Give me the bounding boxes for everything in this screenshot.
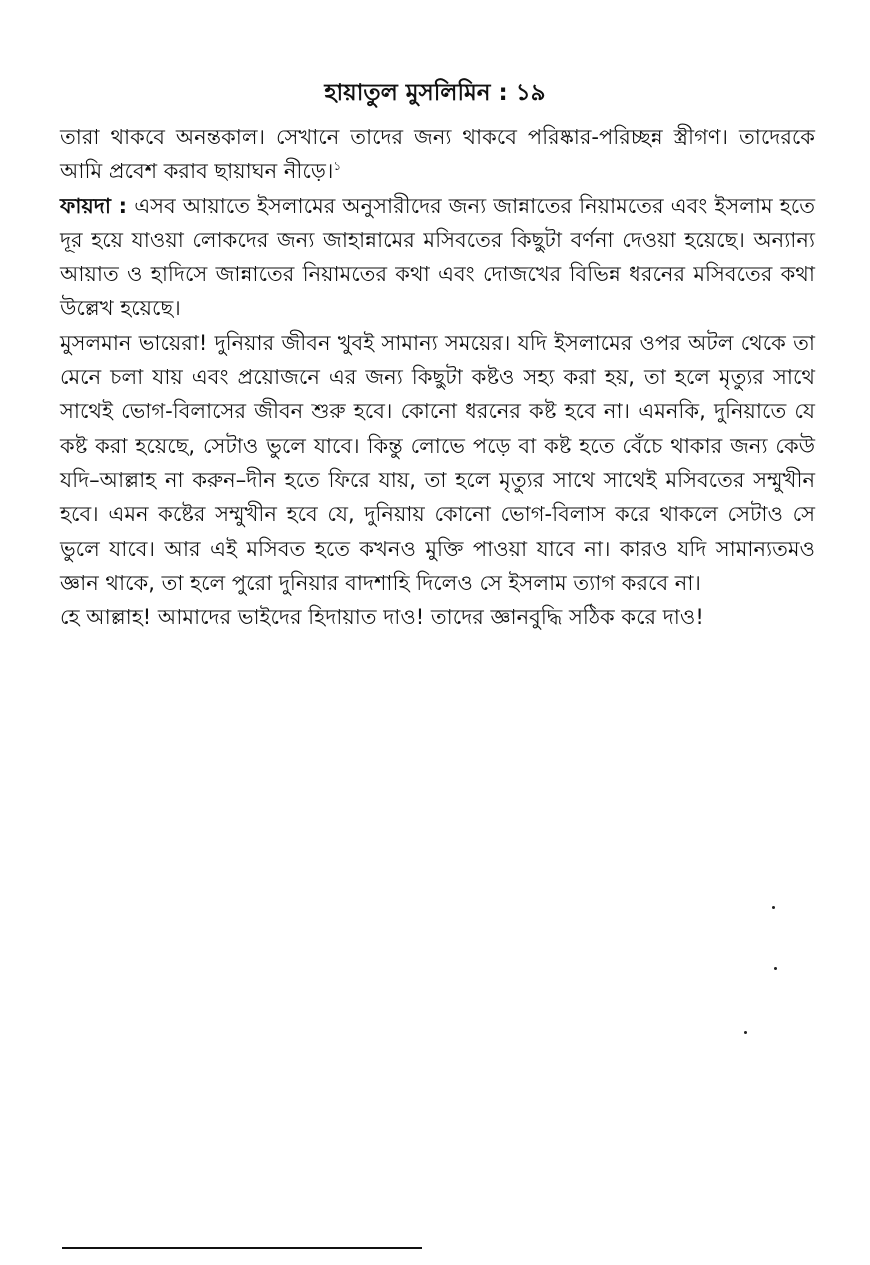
speck-mark <box>744 1031 747 1034</box>
speck-mark <box>772 906 775 909</box>
speck-mark <box>774 967 777 970</box>
paragraph-4: হে আল্লাহ! আমাদের ভাইদের হিদায়াত দাও! তাদের জ্ঞানবুদ্ধি সঠিক করে দাও! <box>60 605 704 630</box>
footnote-divider <box>62 1247 422 1249</box>
paragraph-2 <box>60 189 815 326</box>
paragraph-1-text: তারা থাকবে অনন্তকাল। সেখানে তাদের জন্য থাকবে পরিষ্কার-পরিচ্ছন্ন স্ত্রীগণ। তাদেরকে আমি প্রবেশ করাব ছায়াঘন নীড়ে। <box>60 125 815 184</box>
running-header: হায়াতুল মুসলিমিন : ১৯ <box>324 80 546 106</box>
paragraph-3: মুসলমান ভায়েরা! দুনিয়ার জীবন খুবই সামান্য সময়ের। যদি ইসলামের ওপর অটল থেকে তা মেনে চলা যায় এবং প্রয়োজনে এর জন্য কিছুটা কষ্টও সহ্য করা হয়, তা হলে মৃত্যুর সাথে সাথেই ভোগ-বিলাসের জীবন শুরু হবে। কোনো ধরনের কষ্ট হবে না। এমনকি, দুনিয়াতে যে কষ্ট করা হয়েছে, সেটাও ভুলে যাবে। কিন্তু লোভে পড়ে বা কষ্ট হতে বেঁচে থাকার জন্য কেউ যদি–আল্লাহ না করুন–দীন হতে ফিরে যায়, তা হলে মৃত্যুর সাথে সাথেই মসিবতের সম্মুখীন হবে। এমন কষ্টের সম্মুখীন হবে যে, দুনিয়ায় কোনো ভোগ-বিলাস করে থাকলে সেটাও সে ভুলে যাবে। আর এই মসিবত হতে কখনও মুক্তি পাওয়া যাবে না। কারও যদি সামান্যতমও জ্ঞান থাকে, তা হলে পুরো দুনিয়ার বাদশাহি দিলেও সে ইসলাম ত্যাগ করবে না। <box>60 330 815 595</box>
paragraph-2-text: এসব আয়াতে ইসলামের অনুসারীদের জন্য জান্নাতের নিয়ামতের এবং ইসলাম হতে দূর হয়ে যাওয়া লোকদের জন্য জাহান্নামের মসিবতের কিছুটা বর্ণনা দেওয়া হয়েছে। অন্যান্য আয়াত ও হাদিসে জান্নাতের নিয়ামতের কথা এবং দোজখের বিভিন্ন ধরনের মসিবতের কথা উল্লেখ হয়েছে। <box>60 193 815 321</box>
footnote-marker: ১ <box>333 159 342 174</box>
faida-label: ফায়দা : <box>60 193 128 218</box>
paragraph-1 <box>60 120 815 189</box>
page-body <box>60 120 815 634</box>
